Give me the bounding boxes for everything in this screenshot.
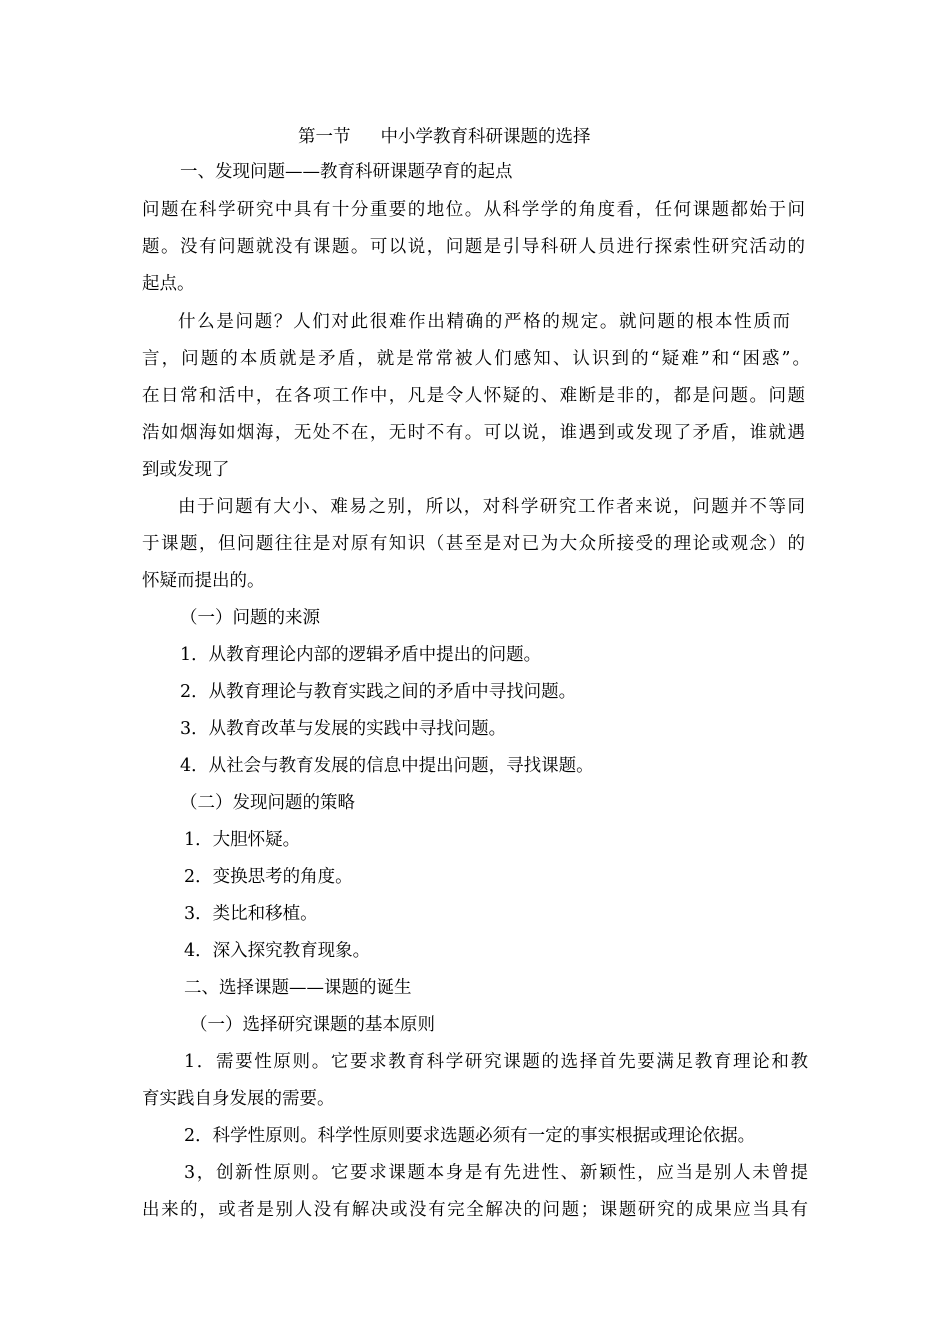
paragraph-line: 起点。 (142, 274, 195, 294)
subheading-problem-sources: （一）问题的来源 (180, 608, 320, 628)
list-item: 1．从教育理论内部的逻辑矛盾中提出的问题。 (180, 645, 542, 665)
paragraph-line: 怀疑而提出的。 (142, 571, 265, 591)
subheading-discovery-strategies: （二）发现问题的策略 (180, 793, 355, 813)
paragraph-line: 由于问题有大小、难易之别，所以，对科学研究工作者来说，问题并不等同 (178, 497, 805, 517)
paragraph-line: 2．科学性原则。科学性原则要求选题必须有一定的事实根据或理论依据。 (184, 1126, 756, 1146)
subheading-basic-principles: （一）选择研究课题的基本原则 (190, 1015, 435, 1035)
section-heading (298, 125, 591, 149)
section-number: 第一节 (298, 127, 351, 147)
paragraph-line: 浩如烟海如烟海，无处不在，无时不有。可以说，谁遇到或发现了矛盾，谁就遇 (142, 423, 805, 443)
section-title: 中小学教育科研课题的选择 (380, 127, 591, 147)
list-item: 1．大胆怀疑。 (184, 830, 301, 850)
heading-choose-topic: 二、选择课题——课题的诞生 (184, 978, 412, 998)
paragraph-line: 什么是问题？人们对此很难作出精确的严格的规定。就问题的根本性质而 (178, 312, 790, 332)
paragraph-line: 出来的，或者是别人没有解决或没有完全解决的问题；课题研究的成果应当具有 (142, 1200, 808, 1220)
paragraph-line: 言，问题的本质就是矛盾，就是常常被人们感知、认识到的“疑难”和“困惑”。 (142, 349, 810, 369)
paragraph-line: 到或发现了 (142, 460, 230, 480)
list-item: 3．类比和移植。 (184, 904, 318, 924)
paragraph-line: 1．需要性原则。它要求教育科学研究课题的选择首先要满足教育理论和教 (184, 1052, 808, 1072)
paragraph-line: 3，创新性原则。它要求课题本身是有先进性、新颖性，应当是别人未曾提 (184, 1163, 808, 1183)
list-item: 4．从社会与教育发展的信息中提出问题，寻找课题。 (180, 756, 594, 776)
list-item: 2．从教育理论与教育实践之间的矛盾中寻找问题。 (180, 682, 577, 702)
paragraph-line: 育实践自身发展的需要。 (142, 1089, 335, 1109)
heading-discover-problem: 一、发现问题——教育科研课题孕育的起点 (180, 162, 513, 182)
paragraph-line: 于课题，但问题往往是对原有知识（甚至是对已为大众所接受的理论或观念）的 (142, 534, 805, 554)
list-item: 2．变换思考的角度。 (184, 867, 353, 887)
paragraph-line: 题。没有问题就没有课题。可以说，问题是引导科研人员进行探索性研究活动的 (142, 237, 805, 257)
list-item: 4．深入探究教育现象。 (184, 941, 371, 961)
list-item: 3．从教育改革与发展的实践中寻找问题。 (180, 719, 507, 739)
paragraph-line: 在日常和活中，在各项工作中，凡是令人怀疑的、难断是非的，都是问题。问题 (142, 386, 805, 406)
paragraph-line: 问题在科学研究中具有十分重要的地位。从科学学的角度看，任何课题都始于问 (142, 200, 805, 220)
